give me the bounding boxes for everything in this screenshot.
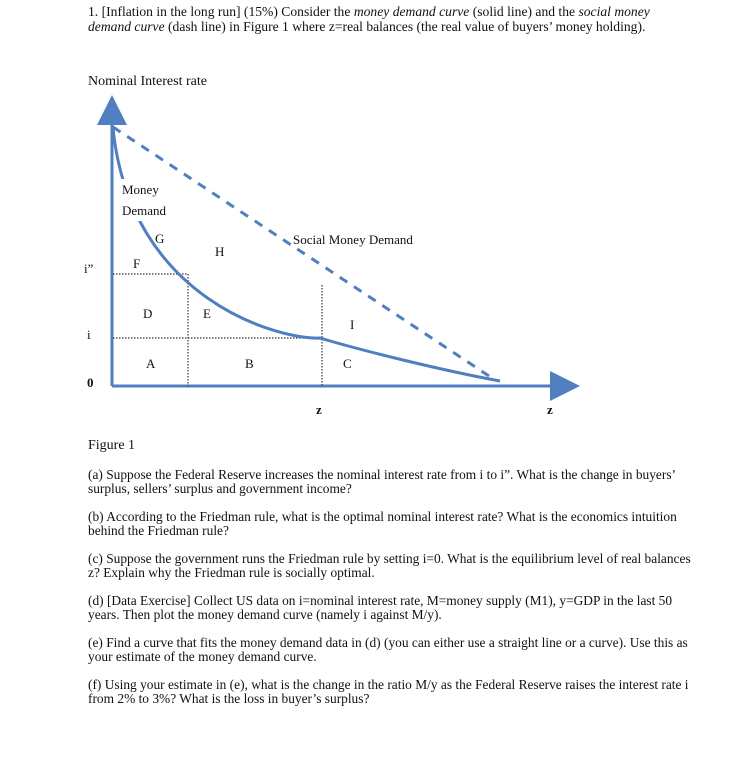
figure-caption: Figure 1 bbox=[88, 438, 136, 453]
y-tick-zero: 0 bbox=[87, 375, 94, 390]
sub-question-a: (a) Suppose the Federal Reserve increases the nominal interest rate from i to i”. What is the change in buyers’ surplus, sellers’ surplus and government income? bbox=[88, 467, 676, 496]
sub-question-c: (c) Suppose the government runs the Friedman rule by setting i=0. What is the equilibrium level of real balances z? Explain why the Friedman rule is socially optimal. bbox=[88, 551, 691, 580]
sub-question-d: (d) [Data Exercise] Collect US data on i=nominal interest rate, M=money supply (M1), y=GDP in the last 50 years. Then plot the money demand curve (namely i against M/y). bbox=[88, 593, 673, 622]
question-mid-2: (dash line) in Figure 1 where z=real balances (the real value of buyers’ money holding). bbox=[168, 19, 646, 34]
question-number: 1. bbox=[88, 4, 99, 19]
sub-question-f: (f) Using your estimate in (e), what is the change in the ratio M/y as the Federal Reserve raises the interest rate i from 2% to 3%? What is the loss in buyer’s surplus? bbox=[88, 677, 689, 706]
area-label-a: A bbox=[146, 356, 156, 371]
area-label-i: I bbox=[350, 317, 355, 332]
area-label-b: B bbox=[245, 356, 254, 371]
term-social-money-demand-curve: social money demand curve bbox=[88, 4, 650, 34]
sub-question-e: (e) Find a curve that fits the money demand data in (d) (you can either use a straight line or a curve). Use this as your estimate of the money demand curve. bbox=[88, 635, 688, 664]
sub-question-b: (b) According to the Friedman rule, what is the optimal nominal interest rate? What is the economics intuition behind the Friedman rule? bbox=[88, 509, 677, 538]
question-lead: [Inflation in the long run] (15%) Consider the bbox=[101, 4, 351, 19]
sub-questions bbox=[88, 468, 698, 720]
x-label-z-large: z bbox=[547, 402, 553, 417]
area-label-e: E bbox=[203, 306, 211, 321]
social-money-demand-label: Social Money Demand bbox=[293, 232, 413, 247]
x-label-z-small: z bbox=[316, 402, 322, 417]
y-tick-i: i bbox=[87, 327, 91, 342]
y-axis-title: Nominal Interest rate bbox=[88, 74, 207, 89]
money-demand-label-line-1: Money bbox=[122, 182, 159, 197]
area-label-g: G bbox=[155, 231, 165, 246]
area-label-d: D bbox=[143, 306, 153, 321]
term-money-demand-curve: money demand curve bbox=[353, 4, 470, 19]
area-label-h: H bbox=[215, 244, 225, 259]
money-demand-label-line-2: Demand bbox=[122, 203, 167, 218]
area-label-f: F bbox=[133, 256, 141, 271]
social-money-demand-curve bbox=[113, 127, 495, 380]
area-label-c: C bbox=[343, 356, 352, 371]
y-tick-i-double: i” bbox=[84, 261, 94, 276]
question-mid-1: (solid line) and the bbox=[472, 4, 576, 19]
